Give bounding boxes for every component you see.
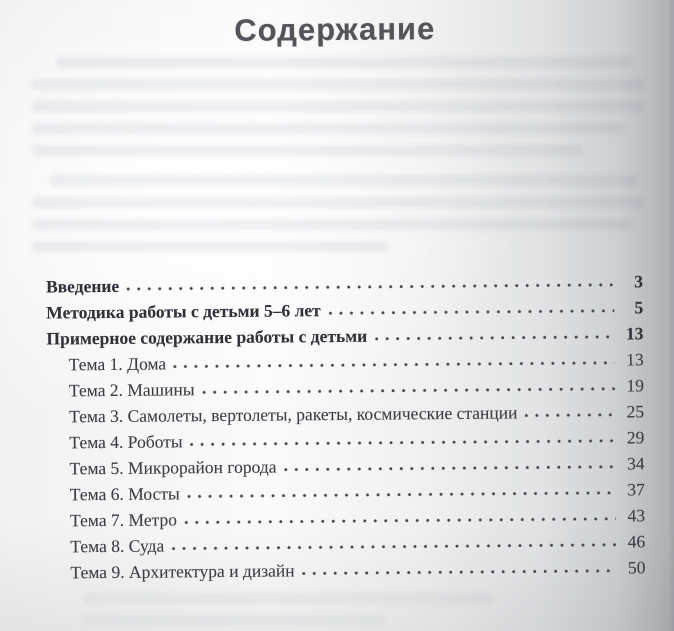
toc-entry-label: Тема 8. Суда xyxy=(70,535,165,557)
toc-entry-page: 34 xyxy=(626,453,645,474)
toc-entry-label: Методика работы с детьми 5–6 лет xyxy=(46,300,321,323)
toc-entry-page: 13 xyxy=(625,323,644,344)
toc-entry-page: 50 xyxy=(627,557,646,578)
dotted-leader xyxy=(524,413,615,419)
toc-entry-page: 43 xyxy=(627,505,646,526)
toc-entry-label: Тема 6. Мосты xyxy=(69,483,180,505)
toc-entry-label: Тема 7. Метро xyxy=(69,509,177,531)
dotted-leader xyxy=(171,543,616,552)
toc-entry-label: Тема 1. Дома xyxy=(68,353,167,375)
toc-entry-label: Введение xyxy=(45,275,120,297)
dotted-leader xyxy=(126,283,614,292)
dotted-leader xyxy=(187,491,616,500)
toc-entry-page: 5 xyxy=(634,297,644,318)
toc-entry-page: 29 xyxy=(626,427,645,448)
toc-entry-page: 19 xyxy=(626,375,644,396)
toc-entry-label: Тема 4. Роботы xyxy=(69,431,183,453)
toc-entry-label: Тема 3. Самолеты, вертолеты, ракеты, космические станции xyxy=(69,402,518,427)
dotted-leader xyxy=(302,569,617,577)
dotted-leader xyxy=(173,361,615,370)
dotted-leader xyxy=(374,335,614,342)
toc-entry-page: 37 xyxy=(627,479,645,500)
toc-entry-page: 13 xyxy=(626,349,644,370)
dotted-leader xyxy=(202,387,615,396)
toc-entry-label: Тема 5. Микрорайон города xyxy=(69,456,277,479)
dotted-leader xyxy=(283,465,615,473)
toc-row xyxy=(48,554,645,585)
toc-list xyxy=(46,268,646,585)
dotted-leader xyxy=(190,439,616,448)
page-title: Содержание xyxy=(234,11,436,48)
toc-entry-page: 46 xyxy=(627,531,646,552)
dotted-leader xyxy=(328,309,615,316)
toc-entry-page: 3 xyxy=(634,271,644,292)
toc-entry-label: Тема 2. Машины xyxy=(68,379,195,401)
toc-entry-label: Тема 9. Архитектура и дизайн xyxy=(70,560,295,583)
dotted-leader xyxy=(184,517,616,526)
toc-entry-page: 25 xyxy=(626,401,645,422)
toc-entry-label: Примерное содержание работы с детьми xyxy=(46,325,368,349)
